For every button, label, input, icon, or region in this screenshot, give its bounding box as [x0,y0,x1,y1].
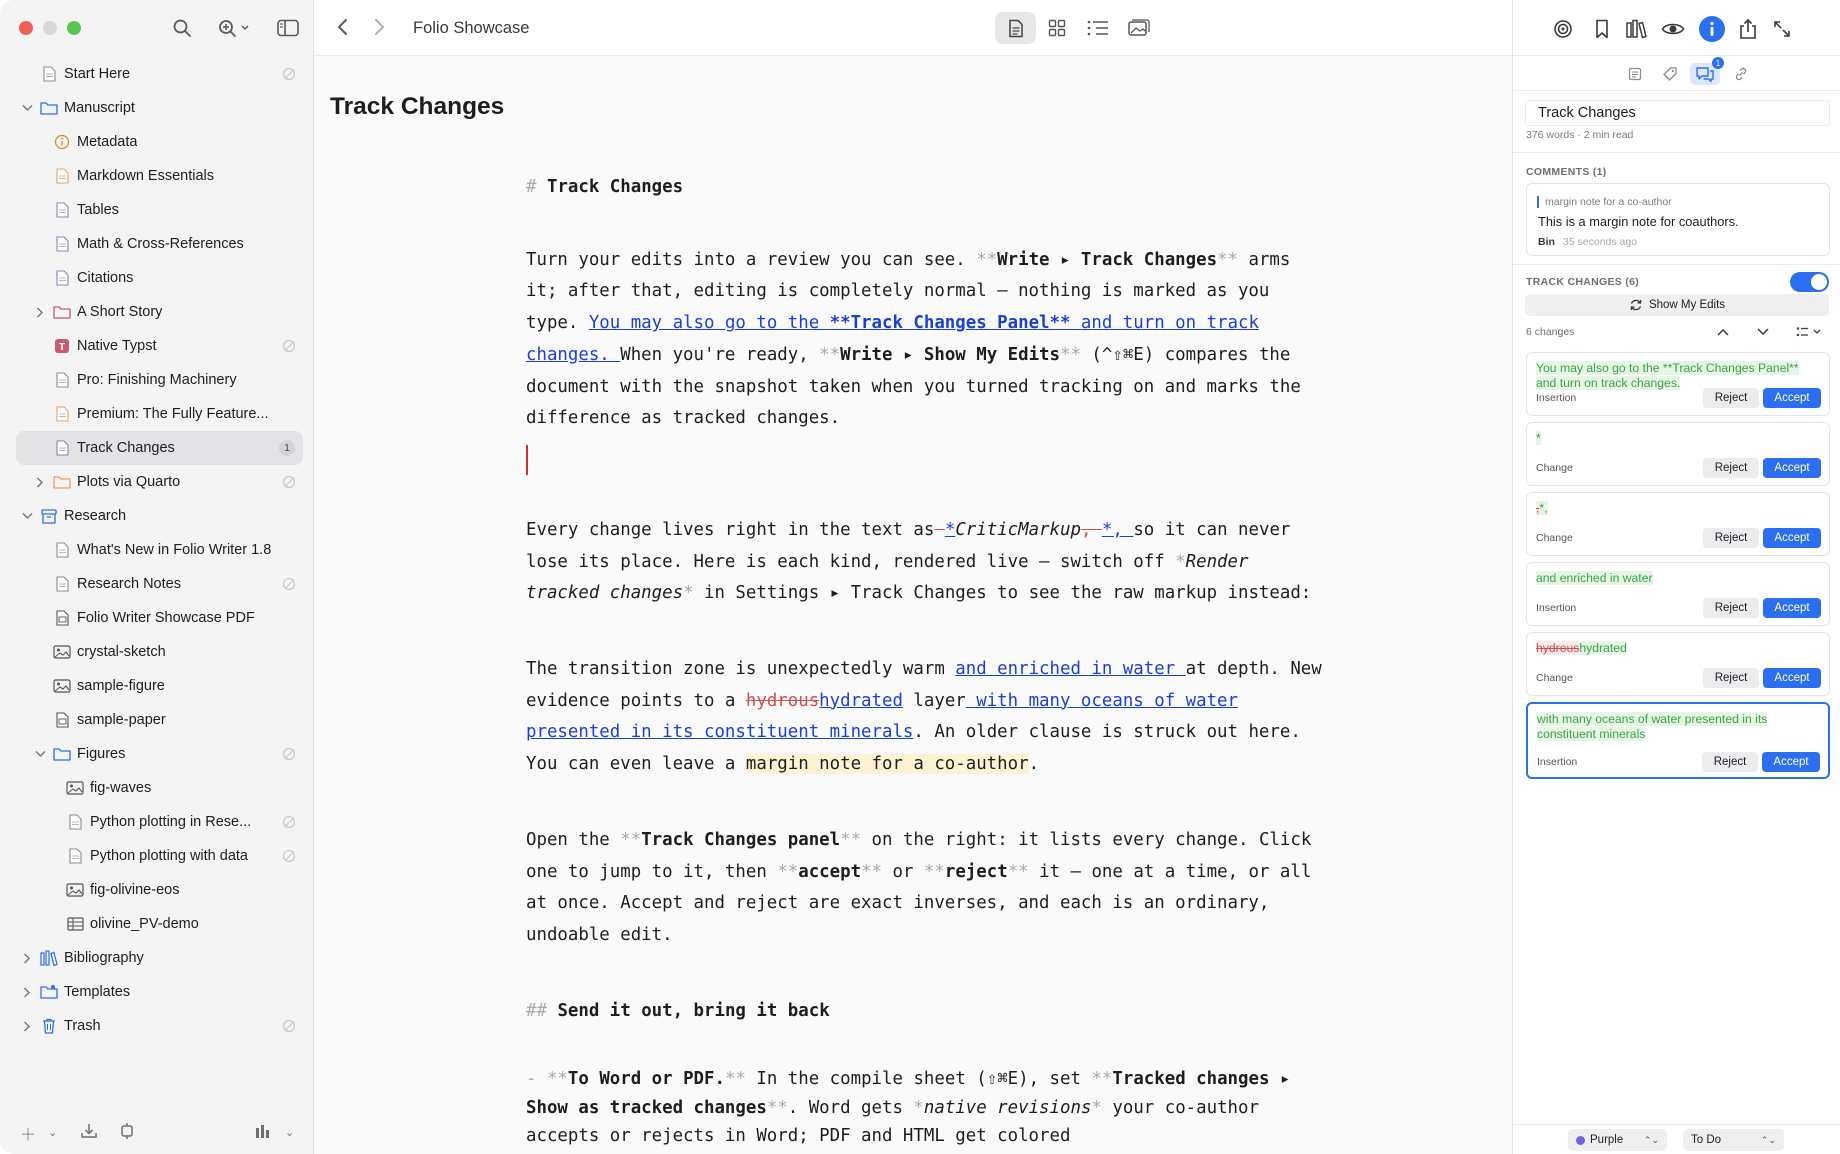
sidebar-item-a-short-story[interactable] [16,295,303,329]
text-run: When you're ready, [620,344,820,365]
bibliography-icon [40,949,58,967]
sidebar-item-premium-the-fully-feature[interactable] [16,397,303,431]
sidebar-item-sample-figure[interactable] [16,669,303,703]
excluded-status-icon [283,1020,295,1032]
bold-run: accept [798,861,862,882]
grid-view-icon[interactable] [1036,12,1077,44]
sidebar-item-pro-finishing-machinery[interactable] [16,363,303,397]
paragraph-example [526,654,1326,781]
text-run: it — one at a time, or all at once. Accept and reject are exact inverses, and each is an ordinary, undoable edit. [526,861,1312,945]
sidebar-item-what-s-new-in-folio-writer-1-8[interactable] [16,533,303,567]
chevron-down-icon[interactable] [33,747,47,761]
reject-button[interactable]: Reject [1703,598,1759,618]
sidebar-item-label: Python plotting in Rese... [90,814,252,830]
svg-text:T: T [58,342,66,353]
change-text [1537,712,1822,742]
sidebar-item-citations[interactable] [16,261,303,295]
inserted-text: *, [1539,501,1548,515]
comment-count-badge: 1 [1712,57,1724,69]
paragraph-criticmarkup: Every change lives right in the text as *CriticMarkup, *, so it can never lose its place. Here is each kind, rendered live — switch off *Render tracked changes* in Settings ▸ Track Changes to see the raw markup instead: [526,519,1312,604]
sidebar-bottom-bar [0,1108,314,1154]
change-text [1536,641,1627,656]
refresh-icon [1629,298,1643,312]
sidebar-item-templates[interactable] [16,975,303,1009]
paragraph-intro: Turn your edits into a review you can see. **Write ▸ Track Changes** arms it; after that, editing is completely normal — nothing is marked as you type. You may also go to the **Track Changes Panel** and turn on track changes. When you're ready, **Write ▸ Show My Edits** (^⇧⌘E) compares the document with the snapshot taken when you turned tracking on and marks the difference as tracked changes. [526,249,1301,429]
bold-run: Track Changes panel [641,829,841,850]
paragraph-panel: Open the **Track Changes panel** on the right: it lists every change. Click one to jump to it, then **accept** or **reject** it — one at a time, or all at once. Accept and reject are exact inverses, and each is an ordinary, undoable edit. [526,829,1312,945]
comment-card[interactable] [1526,183,1830,256]
italic-run: CriticMarkup [955,519,1081,540]
insertion-mark[interactable]: You may also go to the **Track Changes Panel** and turn on track changes. [526,313,1259,365]
doc-icon [53,235,71,253]
outline-view-icon[interactable] [1077,12,1118,44]
label-value: Purple [1590,1134,1624,1146]
chevron-down-icon[interactable]: ⌄ [48,1127,58,1139]
label-popup[interactable] [1568,1129,1667,1151]
change-text [1536,501,1548,516]
text-run: In the compile sheet (⇧⌘E), set [745,1069,1092,1090]
change-kind: Insertion [1537,756,1578,768]
divider [1513,152,1840,153]
sidebar-item-label: Track Changes [77,440,175,456]
sidebar-item-fig-waves[interactable] [16,771,303,805]
info-icon[interactable] [1699,16,1725,42]
bold-run: Tracked changes ▸ Show as tracked changes [526,1069,1291,1118]
change-card[interactable] [1526,562,1830,626]
italic-run: Render tracked changes [526,551,1249,604]
image-icon [66,779,84,797]
view-mode-control [995,11,1159,45]
sidebar-item-tables[interactable] [16,193,303,227]
sidebar-item-label: Metadata [77,134,138,150]
trash-icon [40,1017,58,1035]
folder-icon [53,745,71,763]
doc-icon [66,813,84,831]
chevron-right-icon[interactable] [33,305,47,319]
deletion-mark[interactable]: hydrous [745,690,820,711]
minimize-window-button[interactable] [43,21,57,35]
chevron-right-icon[interactable] [20,951,34,965]
sidebar-item-python-plotting-with-data[interactable] [16,839,303,873]
bold-run: reject [944,861,1008,882]
doc-icon [53,167,71,185]
bookmark-icon[interactable] [1589,16,1615,42]
preview-eye-icon[interactable] [1660,16,1686,42]
excluded-status-icon [283,850,295,862]
sidebar-item-label: olivine_PV-demo [90,916,199,932]
folder-icon [40,99,58,117]
chevron-down-icon[interactable] [20,509,34,523]
change-kind: Insertion [1536,392,1577,404]
text-run: at depth. New evidence points to a [526,659,1322,711]
reject-button[interactable]: Reject [1703,388,1759,408]
text-run: (^⇧⌘E) compares the document with the snapshot taken when you turned tracking on and marks the difference as tracked changes. [526,344,1301,429]
inspector-bottom-bar [1513,1124,1840,1154]
change-card[interactable] [1526,632,1830,696]
text-run: The transition zone is unexpectedly warm [526,659,956,680]
sidebar-item-fig-olivine-eos[interactable] [16,873,303,907]
deletion-mark[interactable]: , [1080,519,1102,540]
excluded-status-icon [283,476,295,488]
target-icon[interactable] [1550,16,1576,42]
back-button[interactable] [336,17,350,43]
change-kind: Change [1536,672,1573,684]
text-run: Open the [526,829,621,850]
tab-comments-icon[interactable] [1690,58,1721,85]
bold-run: Write ▸ Show My Edits [840,344,1060,365]
sidebar-item-trash[interactable] [16,1009,303,1043]
text-run: or [882,861,924,882]
sync-icon[interactable] [118,1122,136,1145]
folder-icon [53,473,71,491]
sidebar-item-native-typst[interactable] [16,329,303,363]
image-icon [53,677,71,695]
sidebar-item-figures[interactable] [16,737,303,771]
sidebar-item-markdown-essentials[interactable] [16,159,303,193]
sidebar-toolbar [0,0,314,56]
import-icon[interactable] [80,1122,98,1145]
change-card[interactable] [1526,422,1830,486]
excluded-status-icon [283,68,295,80]
sidebar-item-label: Templates [64,984,131,1000]
document-view-icon[interactable] [995,12,1036,44]
text-run: your co-author accepts or rejects in Word; PDF and HTML get colored [526,1097,1259,1147]
chevron-right-icon[interactable] [20,1019,34,1033]
heading-marker: # [526,177,537,197]
text-run: . Word gets [787,1097,914,1118]
deleted-text: , [1536,501,1540,515]
folder-icon [53,303,71,321]
comment-author: Bin [1538,236,1555,248]
typst-icon [53,337,71,355]
sidebar-item-label: Native Typst [77,338,157,354]
image-icon [66,881,84,899]
insertion-mark[interactable]: hydrated [819,690,903,711]
image-icon [53,643,71,661]
close-window-button[interactable] [19,21,33,35]
accept-button[interactable]: Accept [1763,598,1821,618]
doc-icon [53,405,71,423]
media-view-icon[interactable] [1118,12,1159,44]
status-value: To Do [1691,1134,1722,1146]
chevron-down-icon[interactable]: ⌄ [285,1127,295,1139]
tab-tags-icon[interactable] [1655,63,1685,85]
text-run: Turn your edits into a review you can see. [526,249,977,270]
expand-icon[interactable] [1769,16,1795,42]
doc-icon [53,371,71,389]
excluded-status-icon [283,816,295,828]
change-kind: Insertion [1536,602,1577,614]
heading-1: Track Changes [546,177,684,197]
comment-time: 35 seconds ago [1562,236,1638,248]
search-icon[interactable] [170,16,194,40]
text-run: . An older clause is struck out here. You can even leave a [526,722,1301,775]
excluded-status-icon [283,340,295,352]
sidebar-item-label: Manuscript [64,100,135,116]
status-popup[interactable] [1683,1129,1784,1151]
window-title: Folio Showcase [413,19,530,37]
sidebar-item-crystal-sketch[interactable] [16,635,303,669]
table-icon [66,915,84,933]
show-my-edits-button[interactable] [1525,294,1829,316]
excluded-status-icon [283,748,295,760]
sidebar-item-label: Figures [77,746,126,762]
sidebar-item-python-plotting-in-rese[interactable] [16,805,303,839]
excluded-status-icon [283,578,295,590]
statistics-icon[interactable] [254,1122,272,1145]
sidebar-item-label: Start Here [64,66,131,82]
accept-button[interactable]: Accept [1762,752,1820,772]
page-title: Track Changes [330,93,505,120]
chevron-right-icon[interactable] [33,475,47,489]
reject-button[interactable]: Reject [1702,752,1758,772]
inspector-tabs [1513,57,1840,91]
next-change-button[interactable] [1748,324,1778,340]
list-item: - **To Word or PDF.** In the compile sheet (⇧⌘E), set **Tracked changes ▸ Show as tracked changes**. Word gets *native revisions* your co-author accepts or rejects in Word; PDF and HTML get colored [526,1069,1291,1147]
doc-icon [53,541,71,559]
insertion-mark[interactable]: * [944,519,956,540]
change-text [1536,431,1541,446]
document-name-field[interactable]: Track Changes [1525,100,1830,126]
text-run: on the right: it lists every change. Click one to jump to it, then [526,829,1312,882]
inserted-text: You may also go to the **Track Changes Panel** and turn on track changes. [1536,361,1799,390]
text-run: layer [902,690,966,711]
sidebar-item-label: fig-olivine-eos [90,882,180,898]
reject-button[interactable]: Reject [1703,458,1759,478]
tab-notes-icon[interactable] [1620,63,1650,85]
research-icon [40,507,58,525]
text-cursor [526,445,528,475]
comment-count-badge: 1 [279,440,295,456]
chevron-right-icon[interactable] [20,985,34,999]
track-changes-toggle[interactable] [1790,272,1829,292]
filter-list-icon[interactable] [1793,324,1827,340]
deletion-mark[interactable] [934,520,944,540]
sidebar-item-label: sample-figure [77,678,165,694]
text-run: so it can never lose its place. Here is each kind, rendered live — switch off [526,519,1291,572]
share-icon[interactable] [1735,16,1761,42]
heading-2: Send it out, bring it back [557,1000,830,1021]
bold-run: To Word or PDF. [567,1069,725,1090]
main-toolbar [314,0,1512,56]
change-text [1536,361,1821,391]
insertion-mark[interactable]: with many oceans of water presented in its constituent minerals [526,690,1238,743]
inspector-toolbar [1513,0,1840,56]
text-run: . [1028,754,1040,775]
zoom-in-icon[interactable] [216,16,252,40]
pdf-icon [53,711,71,729]
forward-button[interactable] [372,17,386,43]
sidebar-item-olivine-pv-demo[interactable] [16,907,303,941]
doc-icon [53,269,71,287]
metadata-icon [53,133,71,151]
inspector-panel [1512,0,1840,1154]
sidebar-item-research-notes[interactable] [16,567,303,601]
label-color-dot [1576,1136,1585,1145]
reject-button[interactable]: Reject [1703,668,1759,688]
inserted-text: and enriched in water [1536,571,1653,585]
show-my-edits-label: Show My Edits [1648,299,1726,311]
document-stats: 376 words · 2 min read [1526,129,1634,141]
sidebar [0,0,314,1154]
divider [1513,264,1840,265]
change-text [1536,571,1653,586]
bold-run: Write ▸ Track Changes [997,249,1218,270]
change-kind: Change [1536,532,1573,544]
list-marker: - [526,1069,547,1090]
doc-icon [40,65,58,83]
heading-marker: ## [526,1000,547,1021]
sidebar-item-math-cross-references[interactable] [16,227,303,261]
doc-icon [53,201,71,219]
inserted-text: * [1536,431,1541,445]
sidebar-item-label: A Short Story [77,304,163,320]
sidebar-item-label: sample-paper [77,712,166,728]
doc-icon [53,439,71,457]
sidebar-item-label: Citations [77,270,134,286]
text-run: in Settings ▸ Track Changes to see the raw markup instead: [693,583,1312,604]
changes-count: 6 changes [1526,326,1575,338]
change-card[interactable] [1526,492,1830,556]
add-icon[interactable]: ＋ [20,1127,37,1144]
italic-run: native revisions [923,1097,1092,1118]
sidebar-item-track-changes[interactable] [16,431,303,465]
templates-icon [40,983,58,1001]
sidebar-item-start-here[interactable] [16,57,303,91]
accept-button[interactable]: Accept [1763,668,1821,688]
reject-button[interactable]: Reject [1703,528,1759,548]
comment-quote: margin note for a co-author [1537,196,1672,208]
deleted-text: hydrous [1536,641,1580,655]
change-card[interactable] [1526,352,1830,416]
toggle-sidebar-icon[interactable] [276,16,300,40]
sidebar-item-label: Folio Writer Showcase PDF [77,610,255,626]
updown-chevron-icon: ⌃⌄ [1643,1134,1659,1145]
accept-button[interactable]: Accept [1763,528,1821,548]
text-run: Every change lives right in the text as [526,519,935,540]
inserted-text: with many oceans of water presented in its constituent minerals [1537,712,1768,741]
sidebar-item-label: Python plotting with data [90,848,248,864]
change-card[interactable] [1526,702,1830,779]
sidebar-item-label: Premium: The Fully Feature... [77,406,269,422]
sidebar-item-label: Trash [64,1018,101,1034]
sidebar-item-label: Tables [77,202,119,218]
previous-change-button[interactable] [1708,324,1738,340]
insertion-mark[interactable]: *, [1101,519,1134,540]
sidebar-item-research[interactable] [16,499,303,533]
comment-highlight[interactable]: margin note for a co-author [745,754,1029,775]
sidebar-item-label: What's New in Folio Writer 1.8 [77,542,272,558]
change-kind: Change [1536,462,1573,474]
sidebar-item-bibliography[interactable] [16,941,303,975]
track-changes-section-title: TRACK CHANGES (6) [1526,276,1640,288]
comment-body: This is a margin note for coauthors. [1538,214,1739,229]
binder-tree [16,57,303,1043]
accept-button[interactable]: Accept [1763,458,1821,478]
zoom-window-button[interactable] [67,21,81,35]
sidebar-item-label: Plots via Quarto [77,474,181,490]
inserted-text: hydrated [1579,641,1627,655]
sidebar-item-label: Markdown Essentials [77,168,214,184]
pdf-icon [53,609,71,627]
sidebar-item-label: Bibliography [64,950,144,966]
sidebar-item-label: Pro: Finishing Machinery [77,372,237,388]
comments-section-title: COMMENTS (1) [1526,166,1607,178]
doc-icon [66,847,84,865]
sidebar-item-label: Research Notes [77,576,181,592]
sidebar-item-sample-paper[interactable] [16,703,303,737]
chevron-down-icon[interactable] [20,101,34,115]
accept-button[interactable]: Accept [1763,388,1821,408]
editor-area [314,0,1512,1154]
sidebar-item-manuscript[interactable] [16,91,303,125]
tab-links-icon[interactable] [1726,63,1756,85]
text-run: arms it; after that, editing is completely normal — nothing is marked as you type. [526,249,1291,334]
sidebar-item-plots-via-quarto[interactable] [16,465,303,499]
sidebar-item-label: fig-waves [90,780,152,796]
sidebar-item-label: crystal-sketch [77,644,166,660]
doc-icon [53,575,71,593]
sidebar-item-label: Research [64,508,127,524]
insertion-mark[interactable]: and enriched in water [955,659,1186,680]
library-icon[interactable] [1623,16,1649,42]
sidebar-item-folio-writer-showcase-pdf[interactable] [16,601,303,635]
sidebar-item-metadata[interactable] [16,125,303,159]
markdown-editor[interactable] [526,172,1326,1154]
updown-chevron-icon: ⌃⌄ [1760,1134,1776,1145]
comment-meta [1538,236,1637,248]
sidebar-item-label: Math & Cross-References [77,236,244,252]
